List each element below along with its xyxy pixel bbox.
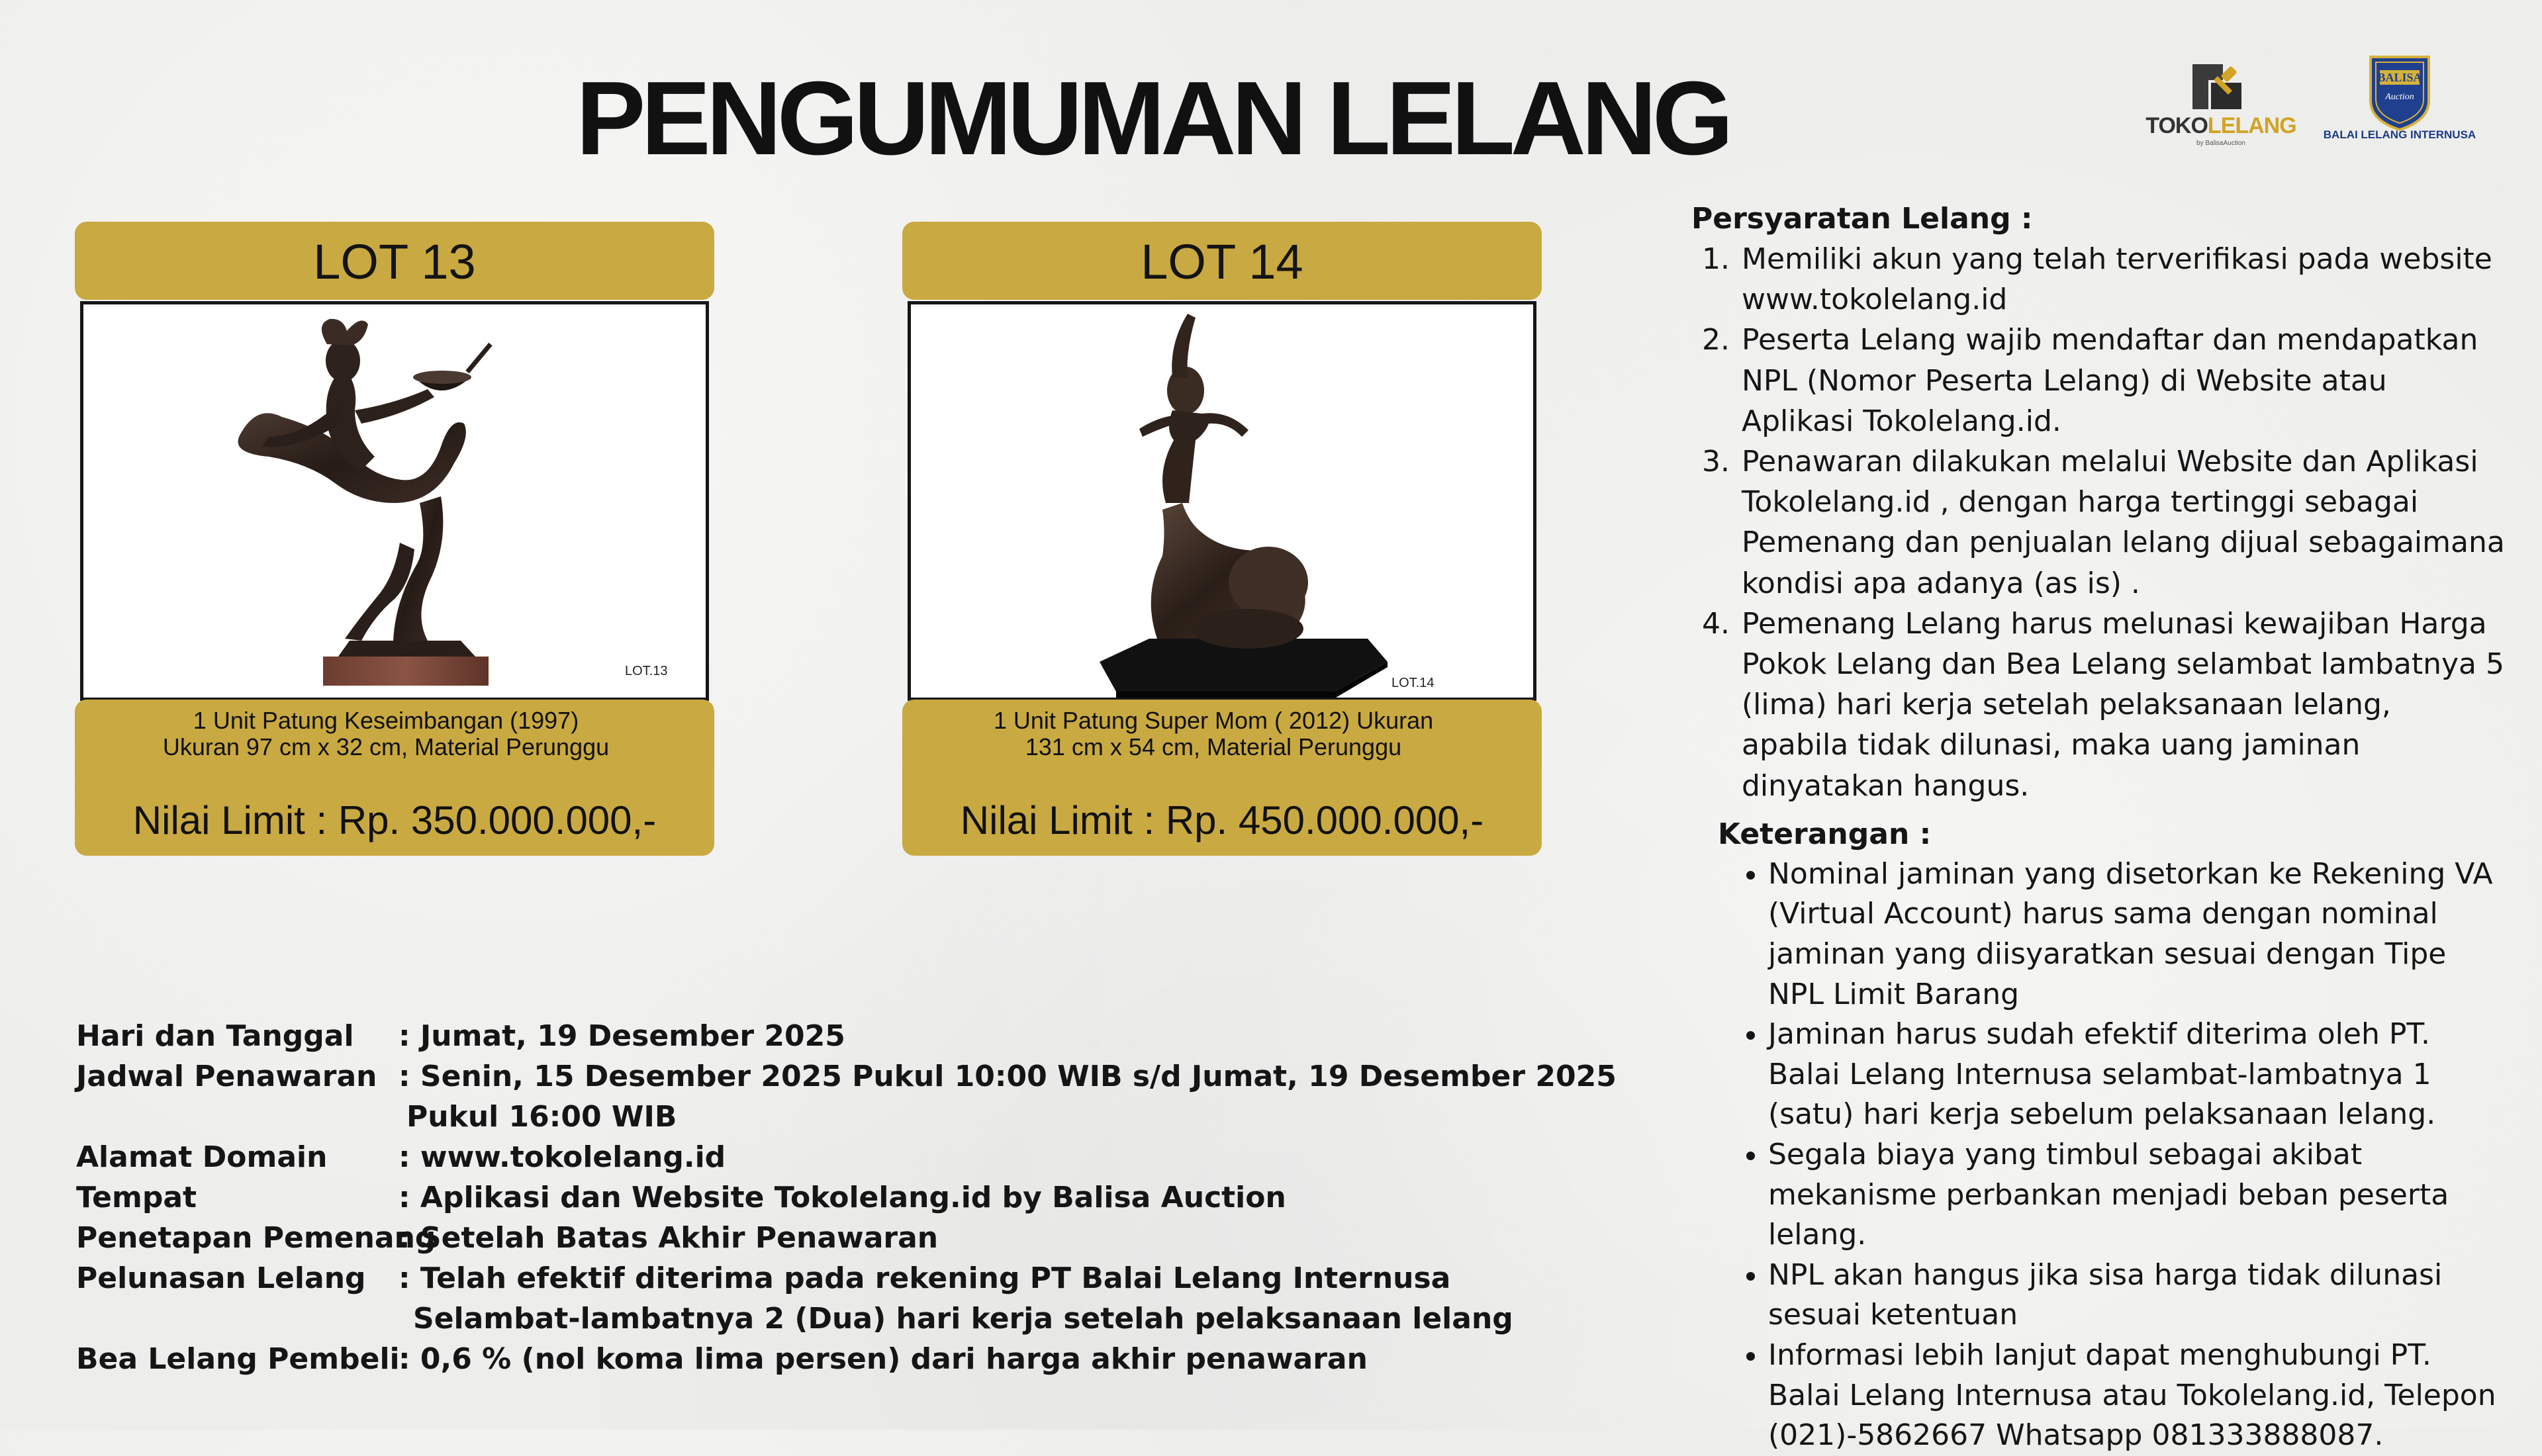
page-title: PENGUMUMAN LELANG — [576, 60, 1729, 177]
balisa-seal-icon — [2367, 54, 2433, 131]
tokolelang-logo — [2138, 63, 2297, 156]
detail-value — [399, 1339, 1532, 1379]
detail-label: Tempat — [76, 1181, 197, 1214]
requirement-item: 4. Pemenang Lelang harus melunasi kewajiban Harga Pokok Lelang dan Bea Lelang selambat lambatnya 5 (lima) hari kerja setelah pelaksanaan lelang, apabila tidak dilunasi, maka uang jaminan dinyatakan hangus. — [1739, 604, 2506, 806]
lot-image-tag: LOT.13 — [625, 664, 668, 678]
detail-value — [399, 1177, 1532, 1218]
lot-footer — [902, 700, 1542, 856]
notes-title: Keterangan : — [1718, 817, 1932, 851]
detail-label: Penetapan Pemenang — [76, 1221, 436, 1255]
lot-limit-price: Nilai Limit : Rp. 350.000.000,- — [132, 798, 657, 842]
note-item: • NPL akan hangus jika sisa harga tidak dilunasi sesuai ketentuan — [1768, 1255, 2506, 1336]
detail-row-place — [76, 1177, 1532, 1218]
lot-limit-price: Nilai Limit : Rp. 450.000.000,- — [960, 798, 1484, 842]
detail-label: Pelunasan Lelang — [76, 1261, 366, 1295]
auction-details — [76, 1016, 1617, 1379]
lot-description: 1 Unit Patung Keseimbangan (1997) Ukuran 97 cm x 32 cm, Material Perunggu — [162, 707, 610, 760]
detail-row-payment — [76, 1258, 1532, 1339]
tokolelang-word-lelang: LELANG — [2207, 113, 2296, 138]
lot-footer — [75, 700, 714, 856]
requirement-item: 1. Memiliki akun yang telah terverifikasi pada website www.tokolelang.id — [1739, 239, 2506, 320]
balisa-seal-text: BALISA — [2377, 71, 2422, 84]
lot-label: LOT 13 — [75, 222, 714, 300]
detail-value-text: : Jumat, 19 Desember 2025 — [399, 1019, 845, 1053]
sculpture-super-mom-image — [911, 304, 1533, 698]
lot-description: 1 Unit Patung Super Mom ( 2012) Ukuran 131 cm x 54 cm, Material Perunggu — [993, 707, 1434, 760]
requirements-title: Persyaratan Lelang : — [1691, 202, 2033, 236]
requirement-item: 3. Penawaran dilakukan melalui Website dan Aplikasi Tokolelang.id , dengan harga tertinggi sebagai Pemenang dan penjualan lelang dijual sebagaimana kondisi apa adanya (as is) . — [1739, 441, 2506, 604]
tokolelang-wordmark — [2145, 113, 2297, 139]
requirement-item: 2. Peserta Lelang wajib mendaftar dan mendapatkan NPL (Nomor Peserta Lelang) di Website atau Aplikasi Tokolelang.id. — [1739, 320, 2506, 441]
notes-list — [1691, 854, 2506, 1456]
balisa-seal-sub: Auction — [2385, 92, 2414, 102]
lot-image-tag: LOT.14 — [1391, 676, 1435, 690]
note-item: • Nominal jaminan yang disetorkan ke Rekening VA (Virtual Account) harus sama dengan nominal jaminan yang diisyaratkan sesuai dengan Tipe NPL Limit Barang — [1768, 854, 2506, 1015]
tokolelang-mark-icon — [2191, 63, 2243, 111]
detail-value — [399, 1218, 1532, 1258]
detail-label: Hari dan Tanggal — [76, 1019, 354, 1053]
note-item: • Segala biaya yang timbul sebagai akibat mekanisme perbankan menjadi beban peserta lelang. — [1768, 1135, 2506, 1255]
requirements-list — [1691, 239, 2506, 806]
balisa-caption: BALAI LELANG INTERNUSA — [2323, 128, 2476, 141]
sculpture-keseimbangan-image — [83, 304, 706, 698]
detail-row-schedule — [76, 1056, 1617, 1137]
note-item: • Informasi lebih lanjut dapat menghubungi PT. Balai Lelang Internusa atau Tokolelang.id, Telepon (021)-5862667 Whatsapp 081333888087. — [1768, 1336, 2506, 1456]
detail-value-text: : www.tokolelang.id — [399, 1140, 726, 1174]
detail-label: Alamat Domain — [76, 1140, 328, 1174]
tokolelang-tagline: by BalisaAuction — [2196, 140, 2245, 147]
lot-label: LOT 14 — [902, 222, 1542, 300]
detail-row-fee — [76, 1339, 1532, 1379]
balisa-logo — [2320, 54, 2479, 147]
detail-row-domain — [76, 1137, 1532, 1177]
detail-row-date — [76, 1016, 1532, 1056]
detail-value-cont: Pukul 16:00 WIB — [406, 1100, 677, 1134]
detail-value — [399, 1137, 1532, 1177]
detail-value-cont: Selambat-lambatnya 2 (Dua) hari kerja setelah pelaksanaan lelang — [413, 1302, 1513, 1336]
detail-value-text: : Aplikasi dan Website Tokolelang.id by Balisa Auction — [399, 1181, 1286, 1214]
note-item: • Jaminan harus sudah efektif diterima oleh PT. Balai Lelang Internusa selambat-lambatnya 1 (satu) hari kerja sebelum pelaksanaan lelang. — [1768, 1015, 2506, 1135]
lot-image — [80, 301, 709, 701]
lot-image — [908, 301, 1536, 701]
detail-value — [399, 1016, 1532, 1056]
detail-row-winner — [76, 1218, 1532, 1258]
detail-value — [399, 1056, 1617, 1137]
tokolelang-word-toko: TOKO — [2145, 113, 2208, 138]
detail-label: Bea Lelang Pembeli — [76, 1342, 400, 1376]
detail-value — [399, 1258, 1532, 1339]
detail-value-text: : Senin, 15 Desember 2025 Pukul 10:00 WIB s/d Jumat, 19 Desember 2025 — [399, 1060, 1617, 1093]
detail-value-text: : 0,6 % (nol koma lima persen) dari harga akhir penawaran — [399, 1342, 1368, 1376]
detail-label: Jadwal Penawaran — [76, 1060, 377, 1093]
detail-value-text: : Setelah Batas Akhir Penawaran — [399, 1221, 939, 1255]
detail-value-text: : Telah efektif diterima pada rekening PT Balai Lelang Internusa — [399, 1261, 1451, 1295]
terms-panel — [1691, 199, 2506, 1456]
